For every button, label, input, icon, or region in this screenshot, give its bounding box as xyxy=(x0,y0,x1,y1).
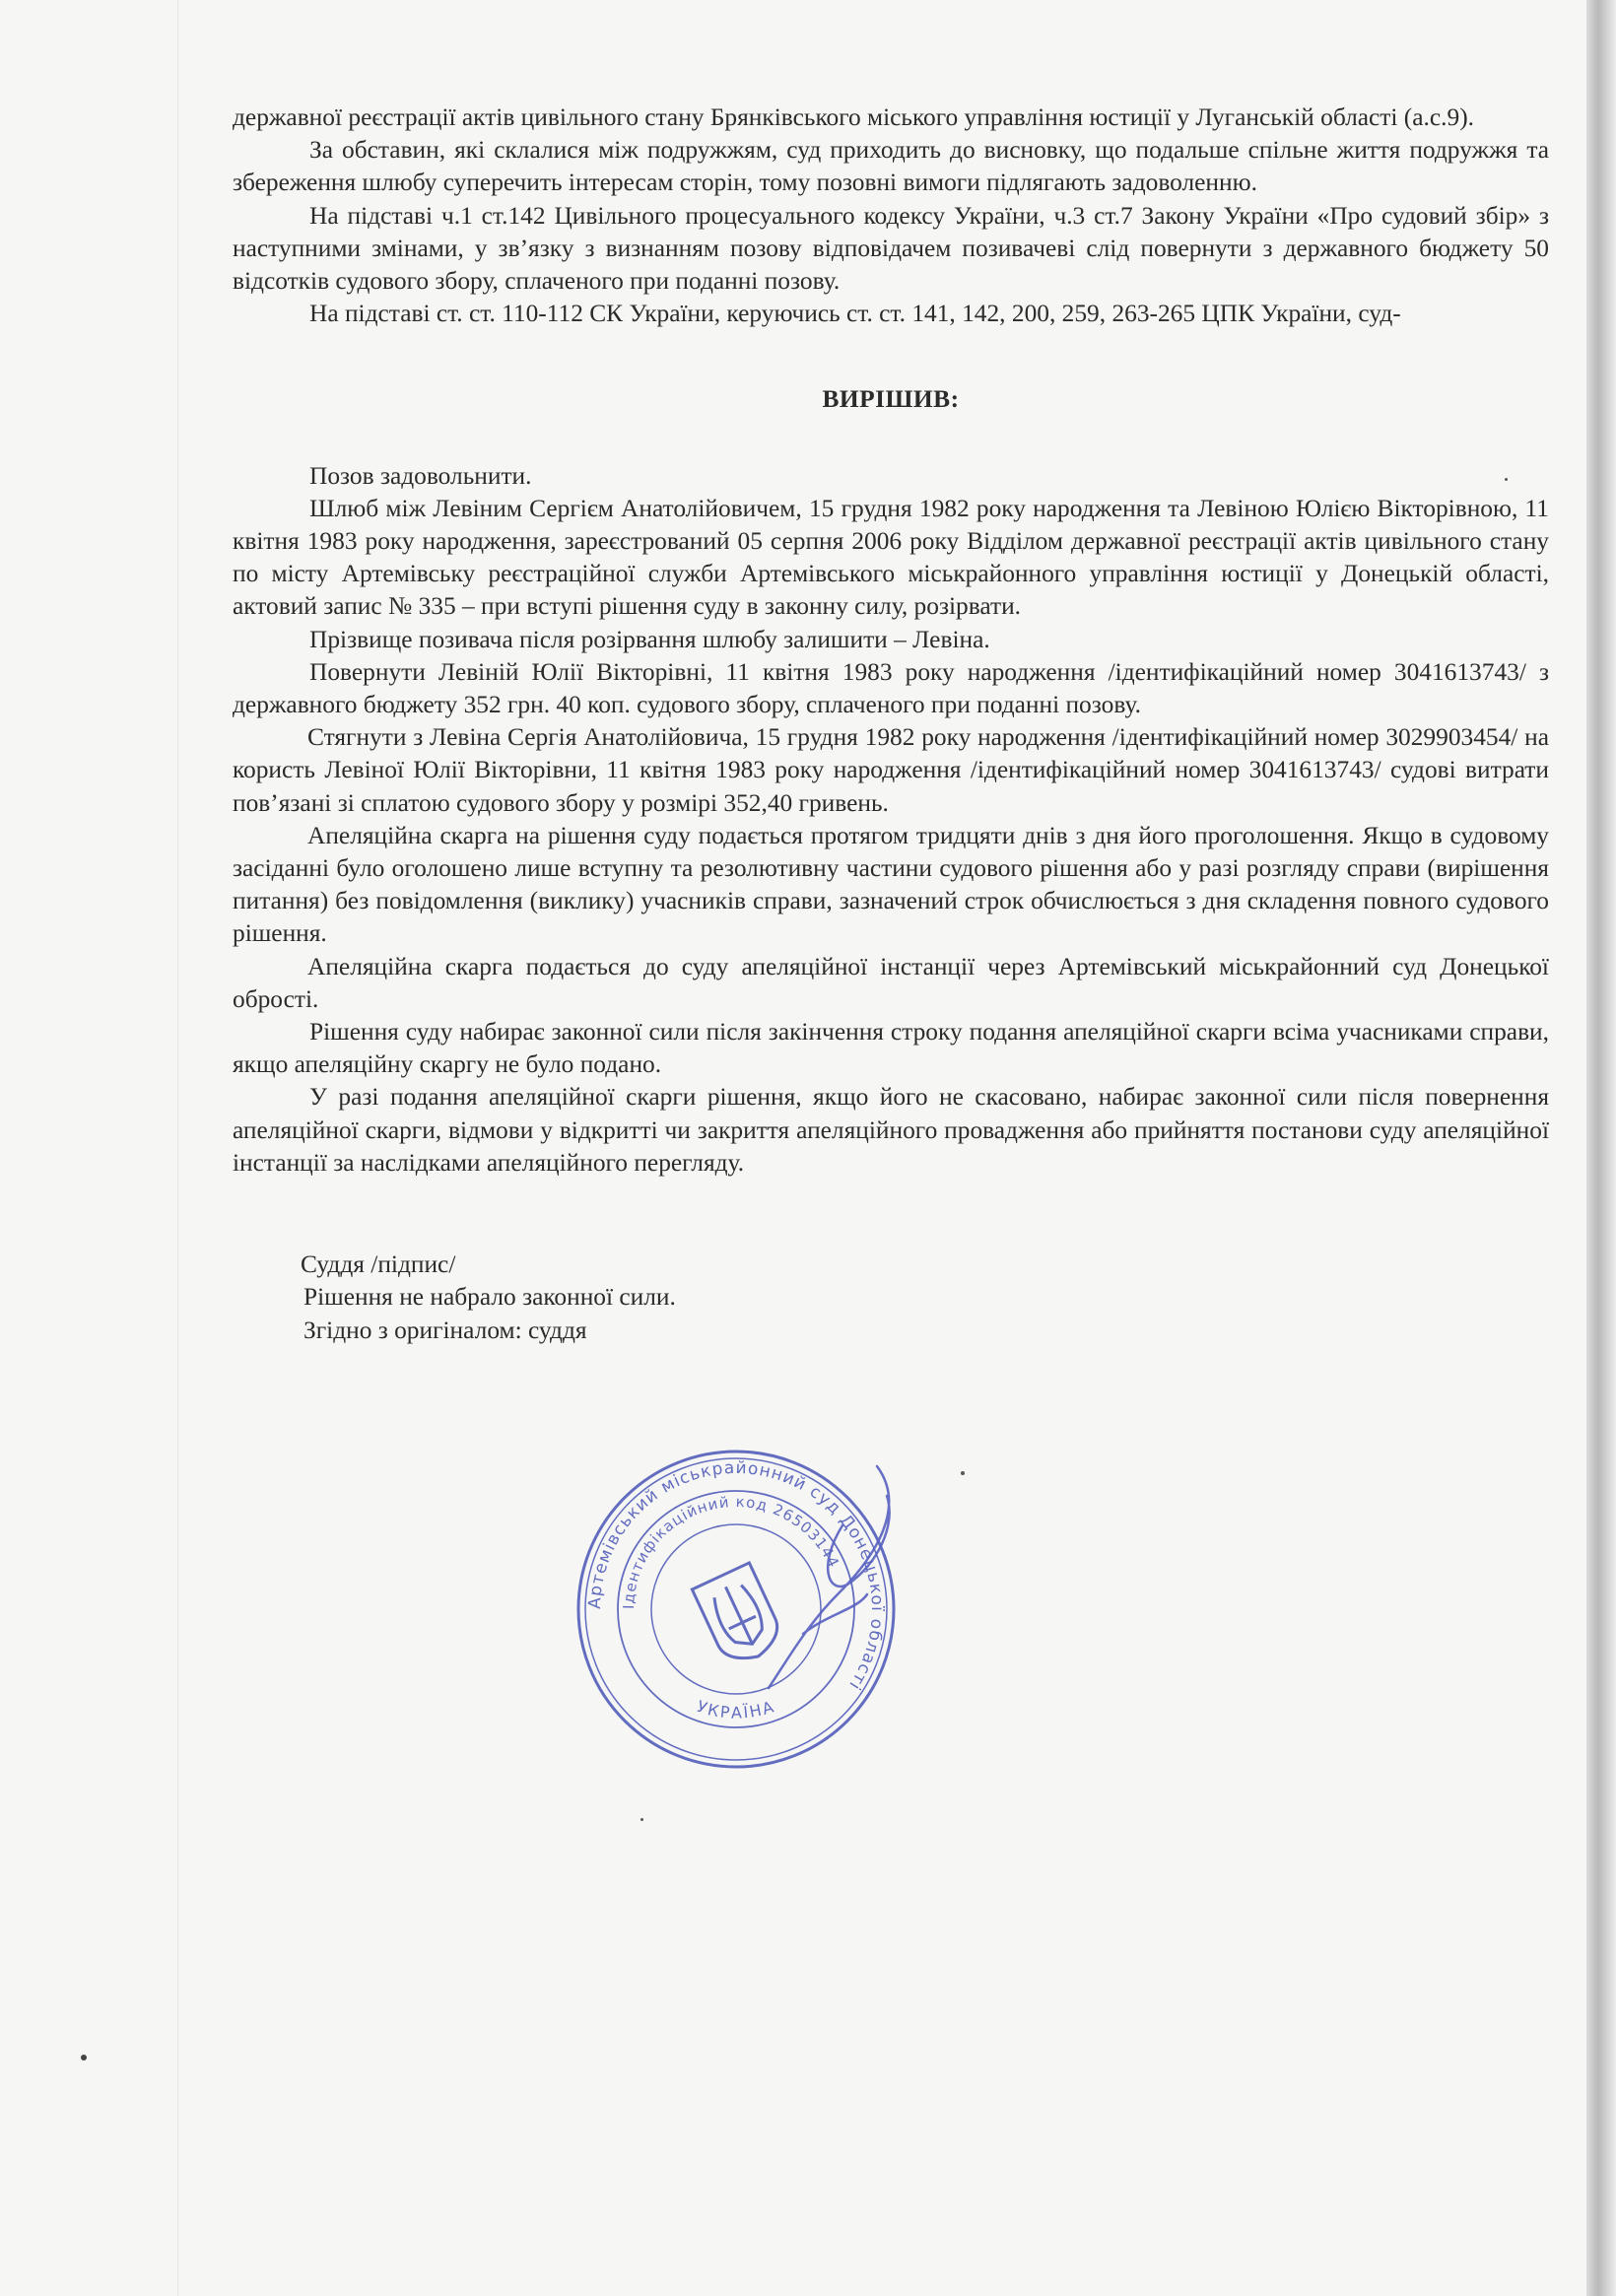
signature-block xyxy=(233,1249,1549,1347)
document-body xyxy=(233,101,1549,1347)
not-in-force-note: Рішення не набрало законної сили. xyxy=(303,1283,676,1312)
scan-speck xyxy=(81,2055,87,2060)
decision-paragraph: У разі подання апеляційної скарги рішення, якщо його не скасовано, набирає законної сили після повернення апеляційної скарги, відмови у відкритті чи закриття апеляційного провадження або прийняття постанови суду апеляційної інстанції за наслідками апеляційного перегляду. xyxy=(233,1083,1549,1177)
paragraph: На підставі ст. ст. 110-112 СК України, керуючись ст. ст. 141, 142, 200, 259, 263-265 ЦПК України, суд- xyxy=(309,300,1401,328)
stamp-bottom-text: УКРАЇНА xyxy=(694,1696,778,1722)
stamp-inner-text: Ідентифікаційний код 26503144 xyxy=(619,1492,843,1610)
scan-speck xyxy=(1505,478,1508,481)
handwritten-signature xyxy=(729,1447,926,1703)
decision-paragraph: Рішення суду набирає законної сили після закінчення строку подання апеляційної скарги всіма учасниками справи, якщо апеляційну скаргу не було подано. xyxy=(233,1018,1549,1079)
decision-paragraph: Повернути Левіній Юлії Вікторівні, 11 квітня 1983 року народження /ідентифікаційний номер 3041613743/ з державного бюджету 352 грн. 40 коп. судового збору, сплаченого при поданні позову. xyxy=(233,657,1549,719)
judge-signature-line: Суддя /підпис/ xyxy=(301,1250,456,1279)
paragraph: На підставі ч.1 ст.142 Цивільного процесуального кодексу України, ч.3 ст.7 Закону України «Про судовий збір» з наступними змінами, у зв’язку з визнанням позову відповідачем позивачеві слід повернути з державного бюджету 50 відсотків судового збору, сплаченого при поданні позову. xyxy=(233,201,1549,296)
decision-paragraph: Позов задовольнити. xyxy=(309,461,532,490)
scan-speck xyxy=(640,1818,643,1821)
decision-paragraph: Апеляційна скарга на рішення суду подається протягом тридцяти днів з дня його проголошення. Якщо в судовому засіданні було оголошено лише вступну та резолютивну частини судового рішення або у разі розгляду справи (вирішення питання) без повідомлення (виклику) учасників справи, зазначений строк обчислюється з дня складення повного судового рішення. xyxy=(233,821,1549,948)
decision-heading: ВИРІШИВ: xyxy=(822,385,960,414)
paragraph: За обставин, які склалися між подружжям, суд приходить до висновку, що подальше спільне життя подружжя та збереження шлюбу суперечить інтересам сторін, тому позовні вимоги підлягають задоволенню. xyxy=(233,136,1549,197)
page-edge-shadow xyxy=(1586,0,1616,2296)
page-fold-line xyxy=(177,0,178,2296)
decision-paragraph: Шлюб між Левіним Сергієм Анатолійовичем, 15 грудня 1982 року народження та Левіною Юлією Вікторівною, 11 квітня 1983 року народження, зареєстрований 05 серпня 2006 року Відділом державної реєстрації актів цивільного стану по місту Артемівську реєстраційної служби Артемівського міськрайонного управління юстиції у Донецькій області, актовий запис № 335 – при вступі рішення суду в законну силу, розірвати. xyxy=(233,494,1549,621)
scan-speck xyxy=(961,1471,965,1475)
certified-copy-line: Згідно з оригіналом: суддя xyxy=(303,1316,587,1344)
decision-paragraph: Прізвище позивача після розірвання шлюбу залишити – Левіна. xyxy=(309,625,990,653)
stamp-outer-text: Артемівський міськрайонний суд Донецької області xyxy=(584,1457,888,1694)
decision-paragraph: Стягнути з Левіна Сергія Анатолійовича, 15 грудня 1982 року народження /ідентифікаційний номер 3029903454/ на користь Левіної Юлії Вікторівни, 11 квітня 1983 року народження /ідентифікаційний номер 3041613743/ судові витрати пов’язані зі сплатою судового збору у розмірі 352,40 гривень. xyxy=(233,723,1549,817)
decision-paragraph: Апеляційна скарга подається до суду апеляційної інстанції через Артемівський міськрайонний суд Донецької обрості. xyxy=(233,952,1549,1013)
paragraph: державної реєстрації актів цивільного стану Брянківського міського управління юстиції у Луганській області (а.с.9). xyxy=(233,103,1474,131)
